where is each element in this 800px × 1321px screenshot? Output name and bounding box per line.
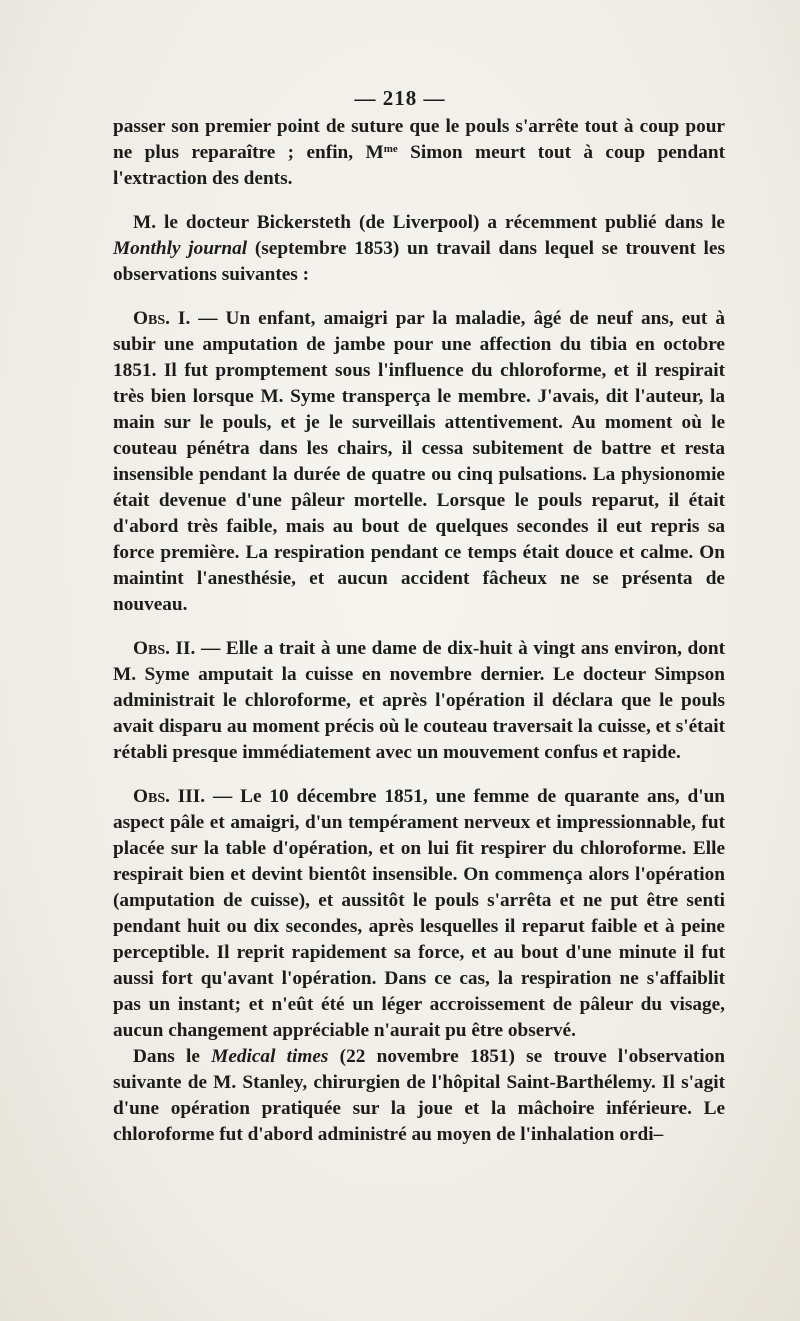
- observation-2: [113, 636, 725, 766]
- page-number: — 218 —: [354, 86, 446, 110]
- paragraph-2-b: (septembre 1853) un travail dans lequel se trouvent les observations suivantes :: [113, 238, 725, 285]
- observation-2-label: Obs. II.: [133, 638, 196, 659]
- paragraph-1-end: Simon meurt tout à coup pendant l'extraction des dents.: [113, 142, 725, 189]
- paragraph-continuation: [113, 114, 725, 192]
- paragraph-6-b: (22 novembre 1851) se trouve l'observation suivante de M. Stanley, chirurgien de l'hôpital Saint-Barthélemy. Il s'agit d'une opération pratiquée sur la joue et la mâchoire inférieure. Le chloroforme fut d'abord administré au moyen de l'inhalation ordi–: [113, 1046, 725, 1145]
- paragraph-bickersteth: [113, 210, 725, 288]
- page-body: [113, 114, 725, 1148]
- paragraph-1-text: passer son premier point de suture que le pouls s'arrête tout à coup pour ne plus reparaître ; enfin, M: [113, 116, 725, 163]
- paragraph-medical-times: [113, 1044, 725, 1148]
- observation-1-text: — Un enfant, amaigri par la maladie, âgé de neuf ans, eut à subir une amputation de jambe pour une affection du tibia en octobre 1851. Il fut promptement sous l'influence du chloroforme, et il respirait très bien lorsque M. Syme transperça le membre. J'avais, dit l'auteur, la main sur le pouls, et je le surveillais attentivement. Au moment où le couteau pénétra dans les chairs, il cessa subitement de battre et resta insensible pendant la durée de quatre ou cinq pulsations. La physionomie était devenue d'une pâleur mortelle. Lorsque le pouls reparut, il était d'abord très faible, mais au bout de quelques secondes il eut repris sa force première. La respiration pendant ce temps était douce et calme. On maintint l'anesthésie, et aucun accident fâcheux ne se présenta de nouveau.: [113, 308, 725, 615]
- observation-1-label: Obs. I.: [133, 308, 191, 329]
- observation-2-text: — Elle a trait à une dame de dix-huit à vingt ans environ, dont M. Syme amputait la cuisse en novembre dernier. Le docteur Simpson administrait le chloroforme, et après l'opération il déclara que le pouls avait disparu au moment précis où le couteau traversait la cuisse, et s'était rétabli presque immédiatement avec un mouvement confus et rapide.: [113, 638, 725, 763]
- paragraph-2-a: M. le docteur Bickersteth (de Liverpool) a récemment publié dans le: [133, 212, 725, 233]
- journal-title-medical-times: Medical times: [211, 1046, 329, 1067]
- paragraph-6-a: Dans le: [133, 1046, 212, 1067]
- observation-3-text: — Le 10 décembre 1851, une femme de quarante ans, d'un aspect pâle et amaigri, d'un tempérament nerveux et impressionnable, fut placée sur la table d'opération, et on lui fit respirer du chloroforme. Elle respirait bien et devint bientôt insensible. On commença alors l'opération (amputation de cuisse), et aussitôt le pouls s'arrêta et ne put être senti pendant huit ou dix secondes, après lesquelles il reparut faible et à peine perceptible. Il reprit rapidement sa force, et au bout d'une minute il fut aussi fort qu'avant l'opération. Dans ce cas, la respiration ne s'affaiblit pas un instant; et n'eût été un léger accroissement de pâleur du visage, aucun changement appréciable n'aurait pu être observé.: [113, 786, 726, 1041]
- journal-title-monthly: Monthly journal: [113, 238, 248, 259]
- observation-3-label: Obs. III.: [133, 786, 206, 807]
- observation-3: [113, 784, 725, 1044]
- observation-1: [113, 306, 725, 618]
- superscript-me: me: [383, 143, 398, 155]
